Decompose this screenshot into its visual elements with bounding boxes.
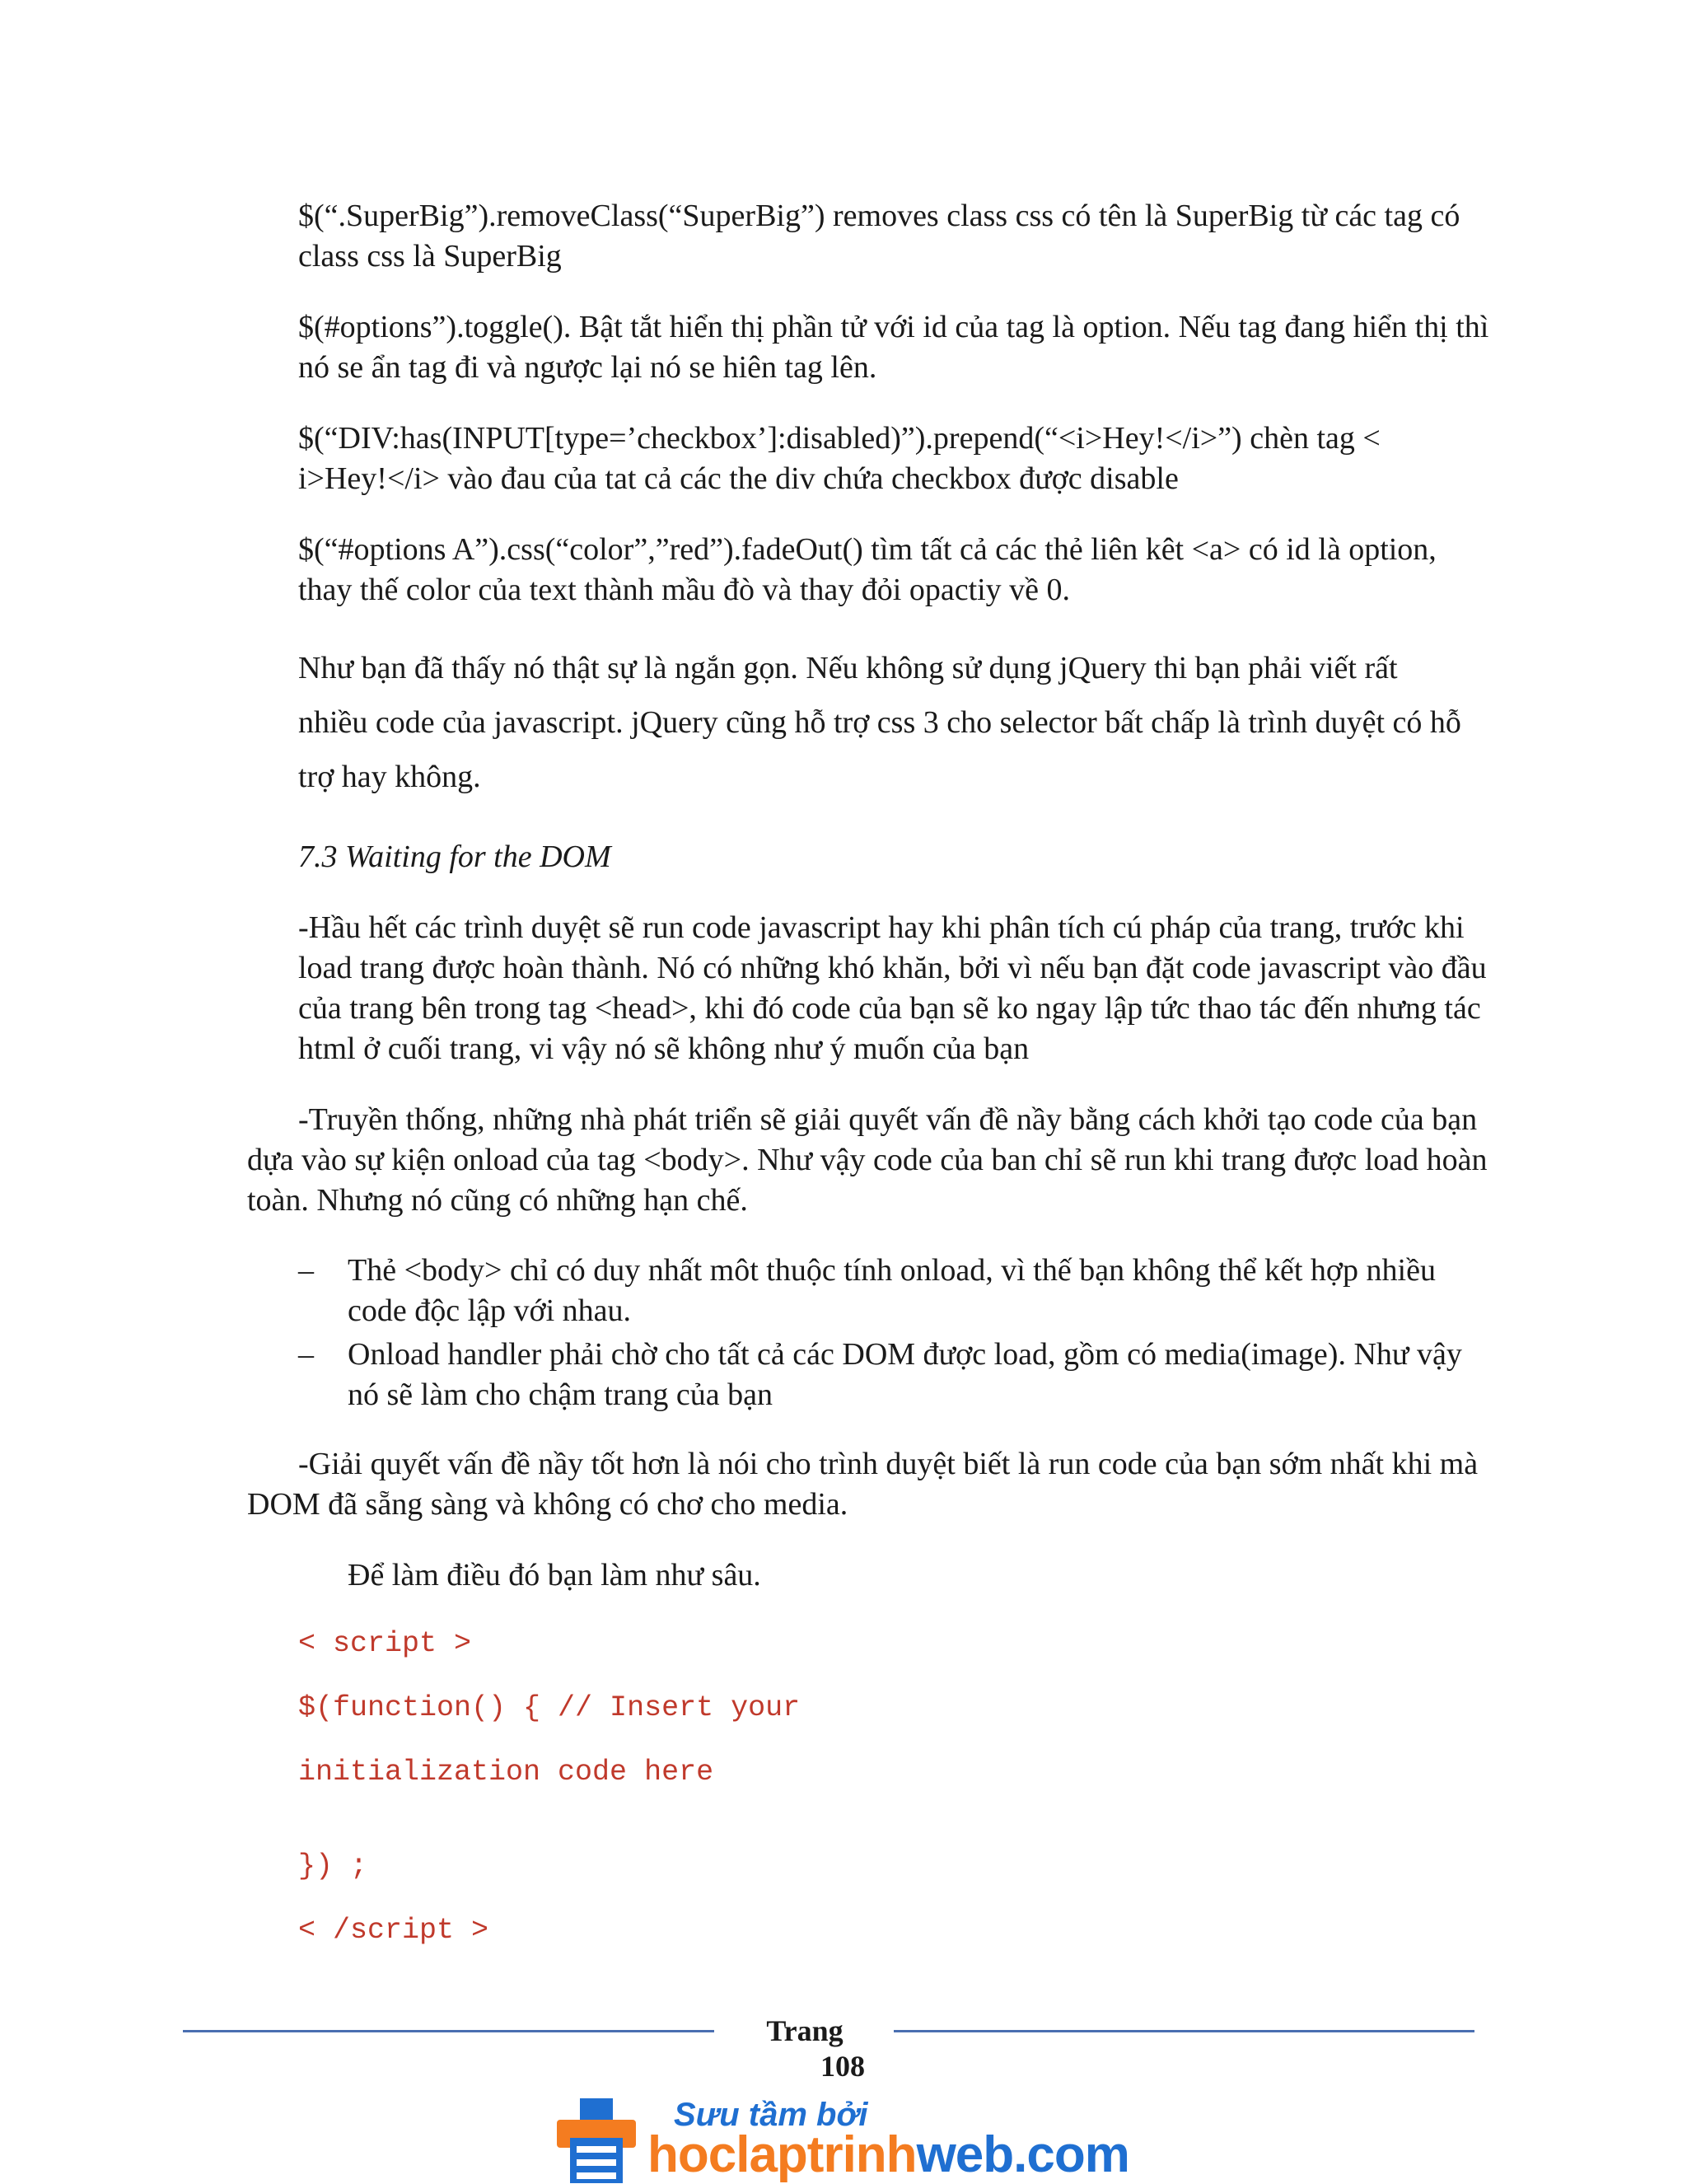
code-line: < /script > [298,1914,489,1947]
paragraph-prepend: $(“DIV:has(INPUT[type=’checkbox’]:disabled)”).prepend(“<i>Hey!</i>”) chèn tag < i>Hey!</i> vào đau của tat cả các the div chứa checkbox được disable [298,421,1381,496]
logo-tagline: Sưu tầm bởi [674,2097,868,2133]
section-heading: 7.3 Waiting for the DOM [298,839,611,874]
paragraph-browsers-run-code: -Hầu hết các trình duyệt sẽ run code javascript hay khi phân tích cú pháp của trang, trước khi load trang được hoàn thành. Nó có những khó khăn, bởi vì nếu bạn đặt code javascript vào đầu của trang bên trong tag <head>, khi đó code của bạn sẽ ko ngay lập tức thao tác đến nhưng tác html ở cuối trang, vi vậy nó sẽ không như ý muốn của bạn [298,910,1487,1066]
bullet-dash: – [298,1337,314,1372]
paragraph-how-to: Để làm điều đó bạn làm như sâu. [348,1558,761,1592]
logo-site-part2: web [916,2126,1014,2183]
page-number: 108 [820,2050,865,2083]
logo-site-part3: .com [1013,2126,1129,2183]
paragraph-summary: Như bạn đã thấy nó thật sự là ngắn gọn. Nếu không sử dụng jQuery thi bạn phải viết rất nhiều code của javascript. jQuery cũng hỗ trợ css 3 cho selector bất chấp là trình duyệt có hỗ trợ hay không. [298,651,1461,794]
bullet-dash: – [298,1253,314,1288]
paragraph-removeclass: $(“.SuperBig”).removeClass(“SuperBig”) removes class css có tên là SuperBig từ các tag có class css là SuperBig [298,199,1460,274]
paragraph-toggle: $(#options”).toggle(). Bật tắt hiển thị phần tử với id của tag là option. Nếu tag đang hiển thị thì nó se ẩn tag đi và ngược lại nó se hiên tag lên. [298,310,1489,385]
paragraph-dom-ready: -Giải quyết vấn đề nầy tốt hơn là nói cho trình duyệt biết là run code của bạn sớm nhất khi mà DOM đã sẵng sàng và không có chơ cho media. [247,1447,1479,1522]
paragraph-onload-tradition: -Truyền thống, những nhà phát triển sẽ giải quyết vấn đề nầy bằng cách khởi tạo code của bạn dựa vào sự kiện onload của tag <body>. Như vậy code của ban chỉ sẽ run khi trang được load hoàn toàn. Nhưng nó cũng có những hạn chế. [247,1102,1488,1218]
code-line: initialization code here [298,1756,714,1789]
printer-icon [555,2097,638,2183]
code-line: }) ; [298,1850,368,1882]
bullet-item-onload-handler: Onload handler phải chờ cho tất cả các DOM được load, gồm có media(image). Như vậy nó sẽ làm cho chậm trang của bạn [348,1337,1462,1412]
footer-rule-right [894,2030,1474,2032]
logo-site-part1: hoclaptrinh [647,2126,917,2183]
logo [550,2097,1143,2183]
code-line: < script > [298,1627,472,1660]
bullet-item-body-onload: Thẻ <body> chỉ có duy nhất môt thuộc tính onload, vì thế bạn không thể kết hợp nhiều code độc lập với nhau. [348,1253,1436,1328]
footer-rule-left [183,2030,714,2032]
code-line: $(function() { // Insert your [298,1691,801,1724]
page-label: Trang [766,2014,844,2047]
paragraph-css-fadeout: $(“#options A”).css(“color”,”red”).fadeOut() tìm tất cả các thẻ liên kêt <a> có id là option, thay thế color của text thành mầu đò và thay đỏi opactiy về 0. [298,532,1437,607]
logo-site-name [647,2126,1129,2184]
